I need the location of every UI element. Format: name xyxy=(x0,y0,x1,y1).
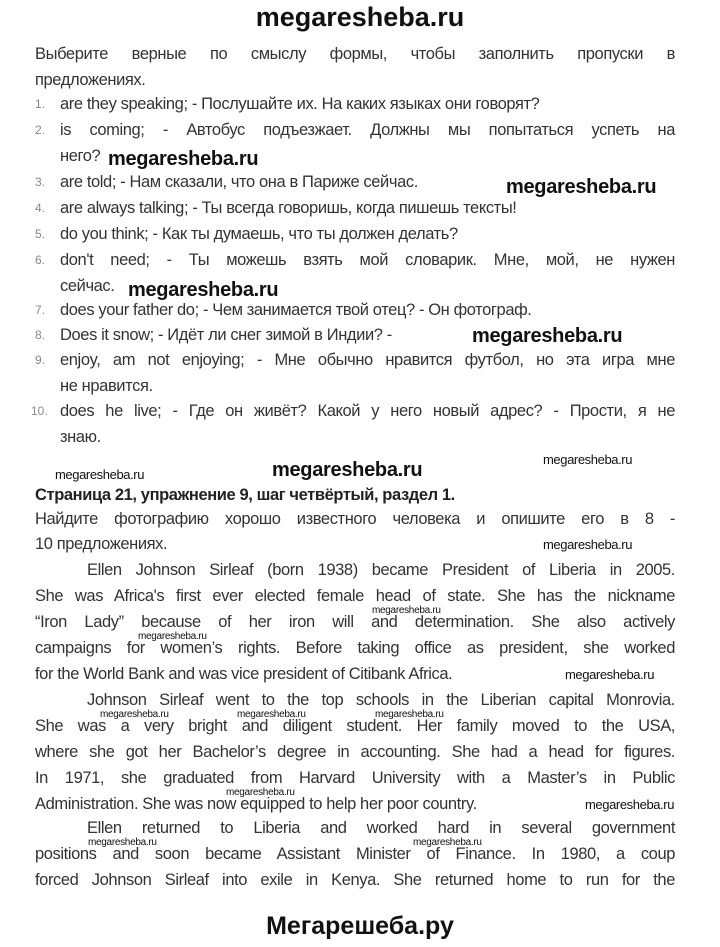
list-item: is coming; - Автобус подъезжает. Должны мы попытаться успеть на xyxy=(60,121,675,139)
list-number: 7. xyxy=(35,303,46,317)
paragraph-line: Ellen Johnson Sirleaf (born 1938) became President of Liberia in 2005. xyxy=(87,561,675,579)
watermark: megaresheba.ru xyxy=(413,837,482,848)
watermark: megaresheba.ru xyxy=(272,459,423,481)
watermark: megaresheba.ru xyxy=(138,631,207,642)
list-item: does your father do; - Чем занимается твой отец? - Он фотограф. xyxy=(60,301,532,319)
list-number: 6. xyxy=(35,253,46,267)
list-item: знаю. xyxy=(60,428,101,446)
task-text: Найдите фотографию хорошо известного человека и опишите его в 8 - xyxy=(35,510,675,528)
list-item: него? xyxy=(60,147,101,165)
watermark: megaresheba.ru xyxy=(375,709,444,720)
watermark: megaresheba.ru xyxy=(472,325,623,347)
list-item: are always talking; - Ты всегда говоришь, когда пишешь тексты! xyxy=(60,199,517,217)
paragraph-line: “Iron Lady” because of her iron will and determination. She also actively xyxy=(35,613,675,631)
list-number: 9. xyxy=(35,353,46,367)
watermark: megaresheba.ru xyxy=(128,279,279,301)
site-footer: Мегарешеба.ру xyxy=(266,912,454,940)
list-item: don't need; - Ты можешь взять мой словарик. Мне, мой, не нужен xyxy=(60,251,675,269)
list-item: do you think; - Как ты думаешь, что ты должен делать? xyxy=(60,225,458,243)
watermark: megaresheba.ru xyxy=(100,709,169,720)
watermark: megaresheba.ru xyxy=(543,537,633,552)
watermark: megaresheba.ru xyxy=(55,467,145,482)
paragraph-line: In 1971, she graduated from Harvard University with a Master’s in Public xyxy=(35,769,675,787)
list-number: 5. xyxy=(35,227,46,241)
list-item: enjoy, am not enjoying; - Мне обычно нравится футбол, но эта игра мне xyxy=(60,351,675,369)
task-text: 10 предложениях. xyxy=(35,535,168,553)
list-number: 2. xyxy=(35,123,46,137)
paragraph-line: Johnson Sirleaf went to the top schools in the Liberian capital Monrovia. xyxy=(87,691,675,709)
list-number: 8. xyxy=(35,328,46,342)
task-text: предложениях. xyxy=(35,71,146,89)
paragraph-line: for the World Bank and was vice president of Citibank Africa. xyxy=(35,665,453,683)
list-item: Does it snow; - Идёт ли снег зимой в Индии? - xyxy=(60,326,392,344)
list-item: не нравится. xyxy=(60,377,153,395)
list-number: 10. xyxy=(31,404,48,418)
paragraph-line: campaigns for women’s rights. Before taking office as president, she worked xyxy=(35,639,675,657)
watermark: megaresheba.ru xyxy=(506,176,657,198)
watermark: megaresheba.ru xyxy=(88,837,157,848)
paragraph-line: positions and soon became Assistant Minister of Finance. In 1980, a coup xyxy=(35,845,675,863)
watermark: megaresheba.ru xyxy=(372,605,441,616)
list-item: does he live; - Где он живёт? Какой у него новый адрес? - Прости, я не xyxy=(60,402,675,420)
list-item: are they speaking; - Послушайте их. На каких языках они говорят? xyxy=(60,95,540,113)
watermark: megaresheba.ru xyxy=(585,797,675,812)
list-number: 3. xyxy=(35,175,46,189)
watermark: megaresheba.ru xyxy=(237,709,306,720)
list-item: сейчас. xyxy=(60,277,115,295)
watermark: megaresheba.ru xyxy=(543,452,633,467)
section-heading: Страница 21, упражнение 9, шаг четвёртый, раздел 1. xyxy=(35,486,455,504)
list-number: 4. xyxy=(35,201,46,215)
paragraph-line: She was a very bright and diligent student. Her family moved to the USA, xyxy=(35,717,675,735)
list-item: are told; - Нам сказали, что она в Париже сейчас. xyxy=(60,173,418,191)
task-text: Выберите верные по смыслу формы, чтобы заполнить пропуски в xyxy=(35,45,675,63)
paragraph-line: forced Johnson Sirleaf into exile in Kenya. She returned home to run for the xyxy=(35,871,675,889)
site-header: megaresheba.ru xyxy=(255,2,465,32)
paragraph-line: where she got her Bachelor’s degree in accounting. She had a head for figures. xyxy=(35,743,675,761)
paragraph-line: Administration. She was now equipped to help her poor country. xyxy=(35,795,477,813)
watermark: megaresheba.ru xyxy=(226,787,295,798)
paragraph-line: She was Africa's first ever elected female head of state. She has the nickname xyxy=(35,587,675,605)
paragraph-line: Ellen returned to Liberia and worked hard in several government xyxy=(87,819,675,837)
list-number: 1. xyxy=(35,97,46,111)
watermark: megaresheba.ru xyxy=(108,148,259,170)
watermark: megaresheba.ru xyxy=(565,667,655,682)
